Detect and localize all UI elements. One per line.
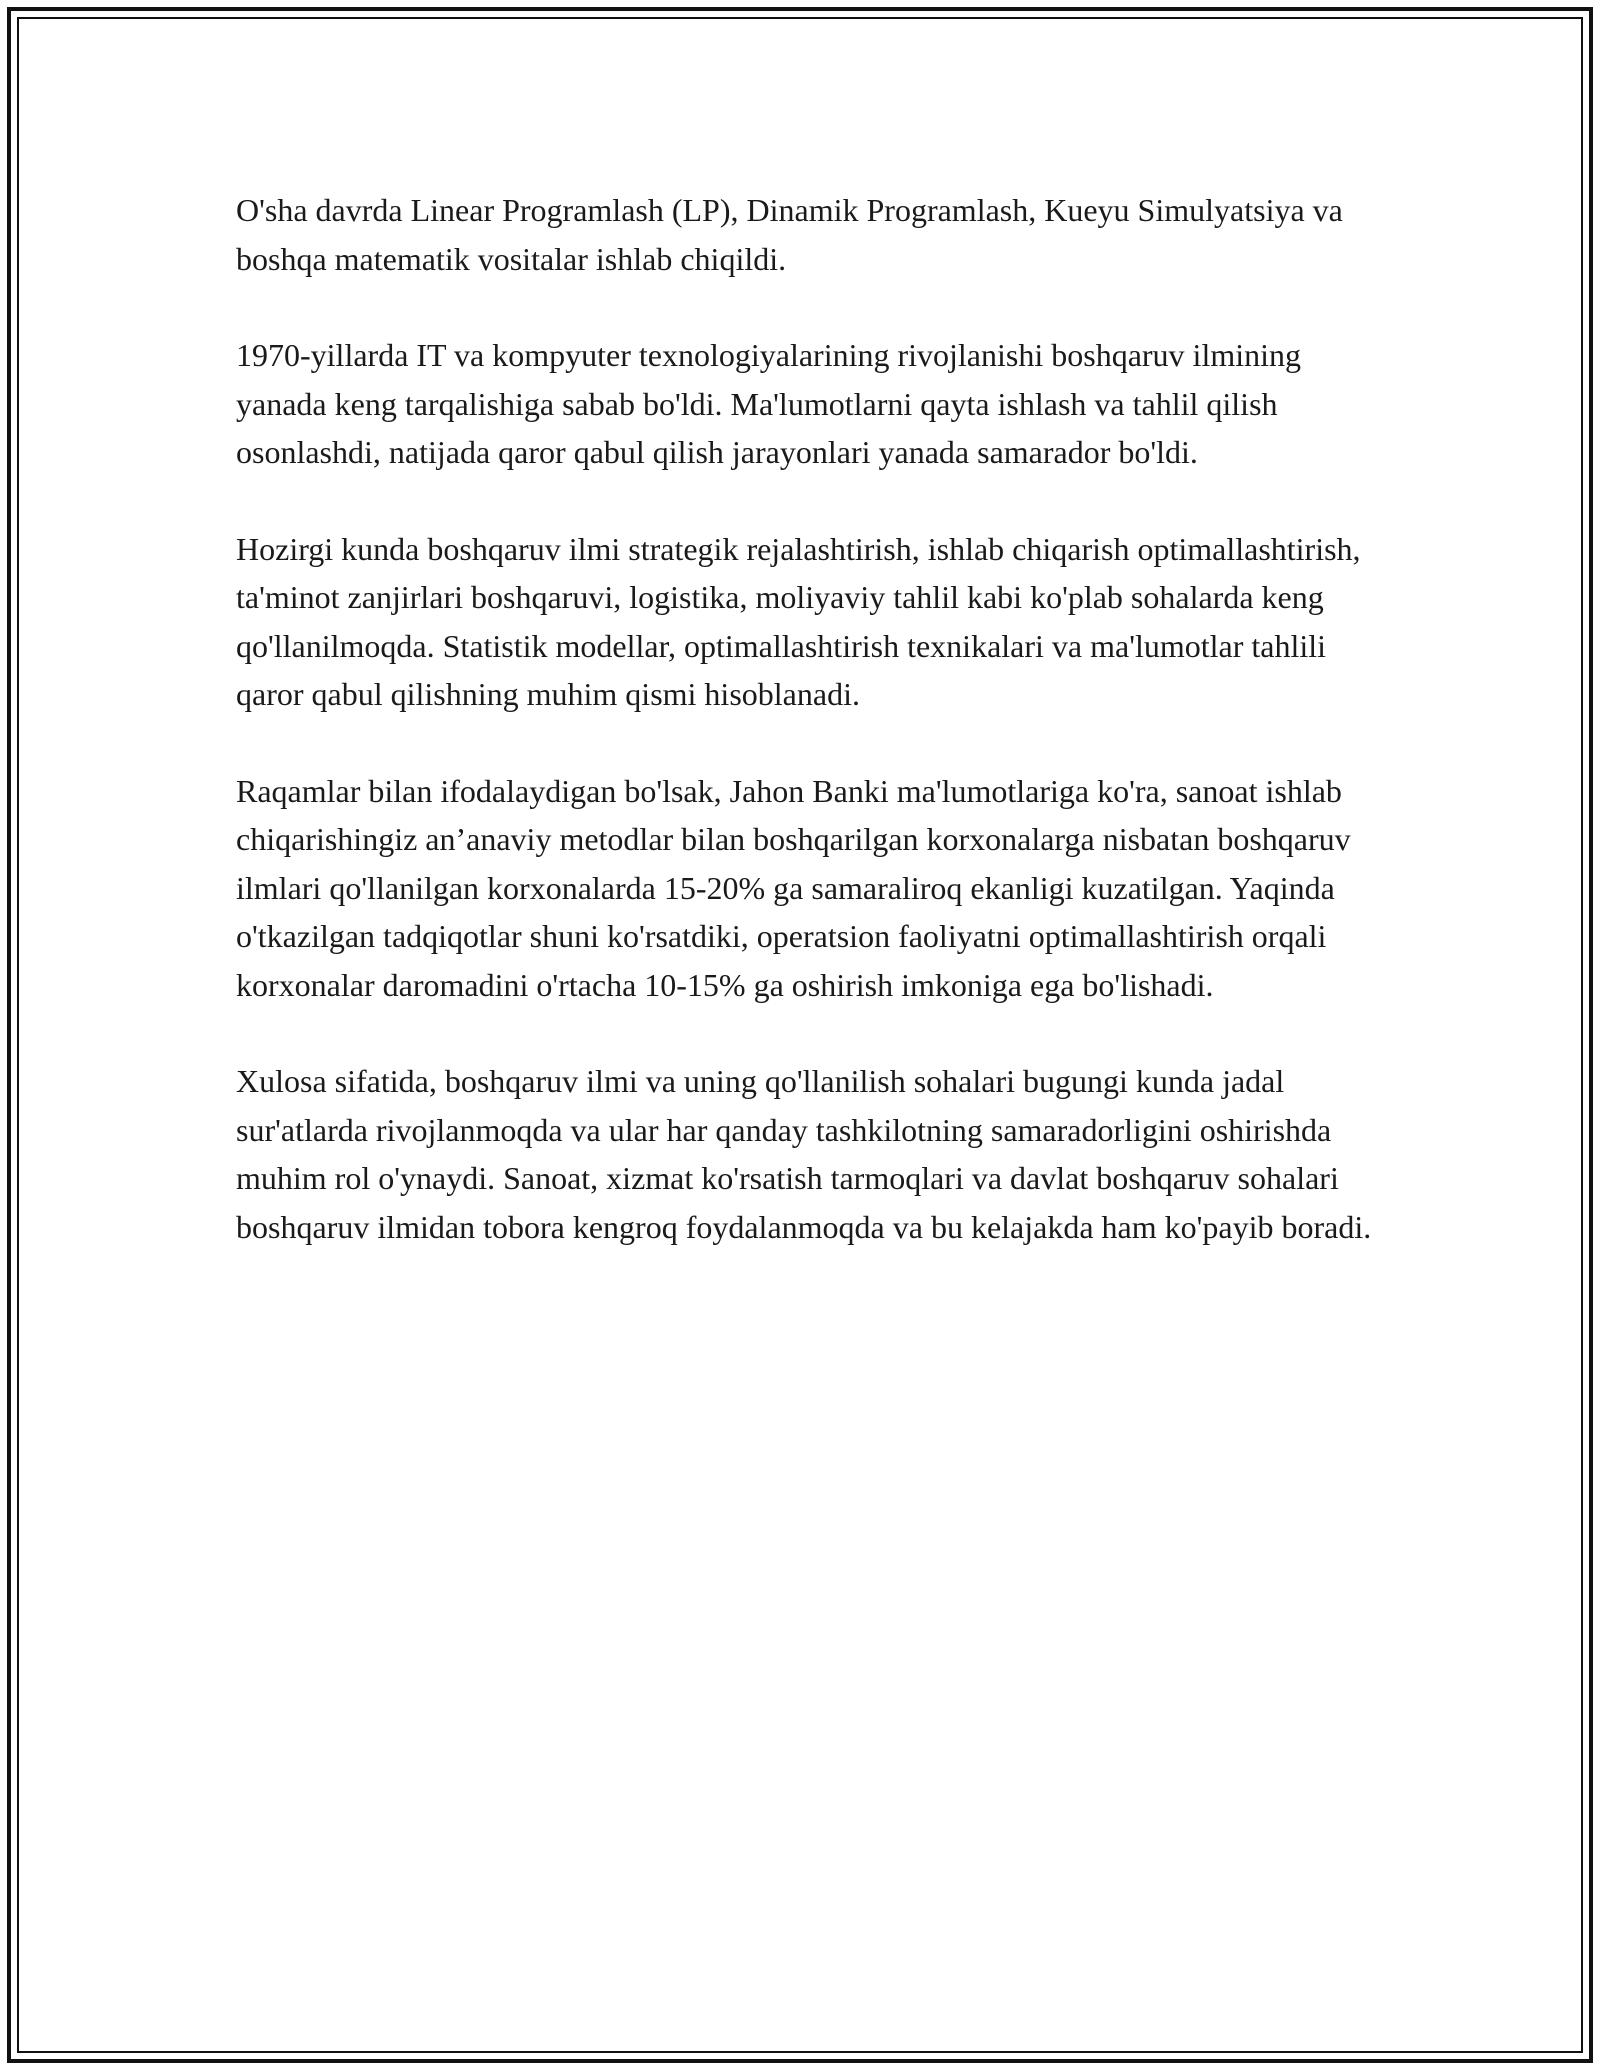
- paragraph-3: Hozirgi kunda boshqaruv ilmi strategik rejalashtirish, ishlab chiqarish optimallashtirish, ta'minot zanjirlari boshqaruvi, logistika, moliyaviy tahlil kabi ko'plab sohalarda keng qo'llanilmoqda. Statistik modellar, optimallashtirish texnikalari va ma'lumotlar tahlili qaror qabul qilishning muhim qismi hisoblanadi.: [236, 530, 1361, 712]
- paragraph-4: Raqamlar bilan ifodalaydigan bo'lsak, Jahon Banki ma'lumotlariga ko'ra, sanoat ishlab chiqarishingiz an’anaviy metodlar bilan boshqarilgan korxonalarga nisbatan boshqaruv ilmlari qo'llanilgan korxonalarda 15-20% ga samaraliroq ekanligi kuzatilgan. Yaqinda o'tkazilgan tadqiqotlar shuni ko'rsatdiki, operatsion faoliyatni optimallashtirish orqali korxonalar daromadini o'rtacha 10-15% ga oshirish imkoniga ega bo'lishadi.: [236, 772, 1351, 1003]
- paragraph-5: Xulosa sifatida, boshqaruv ilmi va uning qo'llanilish sohalari bugungi kunda jadal sur'atlarda rivojlanmoqda va ular har qanday tashkilotning samaradorligini oshirishda muhim rol o'ynaydi. Sanoat, xizmat ko'rsatish tarmoqlari va davlat boshqaruv sohalari boshqaruv ilmidan tobora kengroq foydalanmoqda va bu kelajakda ham ko'payib boradi.: [236, 1063, 1372, 1245]
- paragraph-1: O'sha davrda Linear Programlash (LP), Dinamik Programlash, Kueyu Simulyatsiya va boshqa matematik vositalar ishlab chiqildi.: [236, 192, 1343, 277]
- document-body: [236, 186, 1376, 1299]
- paragraph-2: 1970-yillarda IT va kompyuter texnologiyalarining rivojlanishi boshqaruv ilmining yanada keng tarqalishiga sabab bo'ldi. Ma'lumotlarni qayta ishlash va tahlil qilish osonlashdi, natijada qaror qabul qilish jarayonlari yanada samarador bo'ldi.: [236, 337, 1301, 470]
